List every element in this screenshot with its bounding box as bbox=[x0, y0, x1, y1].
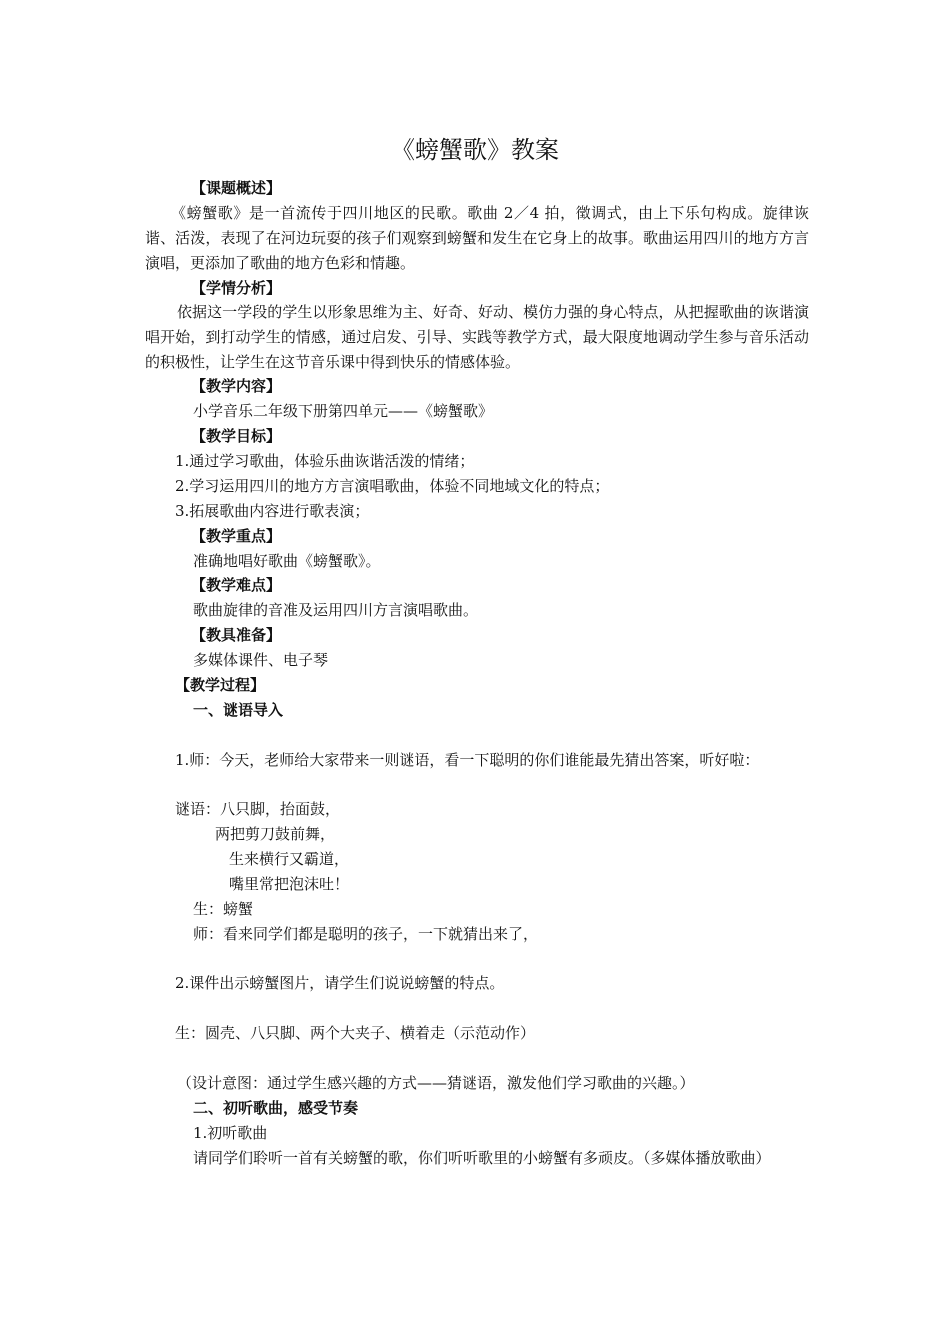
key-heading: 【教学重点】 bbox=[191, 527, 282, 545]
analysis-text: 依据这一学段的学生以形象思维为主、好奇、好动、模仿力强的身心特点，从把握歌曲的诙谐演唱开始，到打动学生的情感，通过启发、引导、实践等教学方式，最大限度地调动学生参与音乐活动的积极性，让学生在这节音乐课中得到快乐的情感体验。 bbox=[145, 303, 809, 371]
riddle-line: 谜语：八只脚，抬面鼓， bbox=[175, 800, 341, 818]
difficulty-heading: 【教学难点】 bbox=[191, 576, 282, 594]
goals-heading: 【教学目标】 bbox=[191, 427, 282, 445]
goal-item: 1.通过学习歌曲，体验乐曲诙谐活泼的情绪； bbox=[175, 452, 475, 470]
goal-item: 2.学习运用四川的地方方言演唱歌曲，体验不同地域文化的特点； bbox=[175, 477, 610, 495]
key-text: 准确地唱好歌曲《螃蟹歌》。 bbox=[193, 552, 381, 570]
tools-text: 多媒体课件、电子琴 bbox=[193, 651, 329, 669]
document-title: 《螃蟹歌》教案 bbox=[391, 136, 559, 164]
overview-text: 《螃蟹歌》是一首流传于四川地区的民歌。歌曲 2／4 拍，徵调式，由上下乐句构成。旋律诙谐、活泼，表现了在河边玩耍的孩子们观察到螃蟹和发生在它身上的故事。歌曲运用四川的地方方言演唱，更添加了歌曲的地方色彩和情趣。 bbox=[145, 204, 809, 272]
step1-point2: 2.课件出示螃蟹图片，请学生们说说螃蟹的特点。 bbox=[175, 974, 505, 992]
student-answer: 生：螃蟹 bbox=[193, 900, 254, 918]
design-intent: （设计意图：通过学生感兴趣的方式——猜谜语，激发他们学习歌曲的兴趣。） bbox=[177, 1074, 695, 1092]
riddle-line: 嘴里常把泡沫吐！ bbox=[229, 875, 350, 893]
step2-sub: 1.初听歌曲 bbox=[193, 1124, 268, 1142]
riddle-line: 生来横行又霸道， bbox=[229, 850, 350, 868]
analysis-heading: 【学情分析】 bbox=[191, 279, 282, 297]
process-heading: 【教学过程】 bbox=[175, 676, 266, 694]
overview-heading: 【课题概述】 bbox=[191, 179, 282, 197]
step1-heading: 一、谜语导入 bbox=[193, 701, 284, 719]
goal-item: 3.拓展歌曲内容进行歌表演； bbox=[175, 502, 370, 520]
content-text: 小学音乐二年级下册第四单元——《螃蟹歌》 bbox=[193, 402, 494, 420]
step1-intro: 1.师：今天，老师给大家带来一则谜语，看一下聪明的你们谁能最先猜出答案，听好啦： bbox=[175, 751, 760, 769]
riddle-line: 两把剪刀鼓前舞， bbox=[215, 825, 336, 843]
content-heading: 【教学内容】 bbox=[191, 377, 282, 395]
student-features: 生：圆壳、八只脚、两个大夹子、横着走（示范动作） bbox=[175, 1024, 536, 1042]
difficulty-text: 歌曲旋律的音准及运用四川方言演唱歌曲。 bbox=[193, 601, 479, 619]
step2-text: 请同学们聆听一首有关螃蟹的歌，你们听听歌里的小螃蟹有多顽皮。（多媒体播放歌曲） bbox=[193, 1149, 771, 1167]
tools-heading: 【教具准备】 bbox=[191, 626, 282, 644]
teacher-reply: 师：看来同学们都是聪明的孩子，一下就猜出来了， bbox=[193, 925, 539, 943]
step2-heading: 二、初听歌曲，感受节奏 bbox=[193, 1099, 359, 1117]
